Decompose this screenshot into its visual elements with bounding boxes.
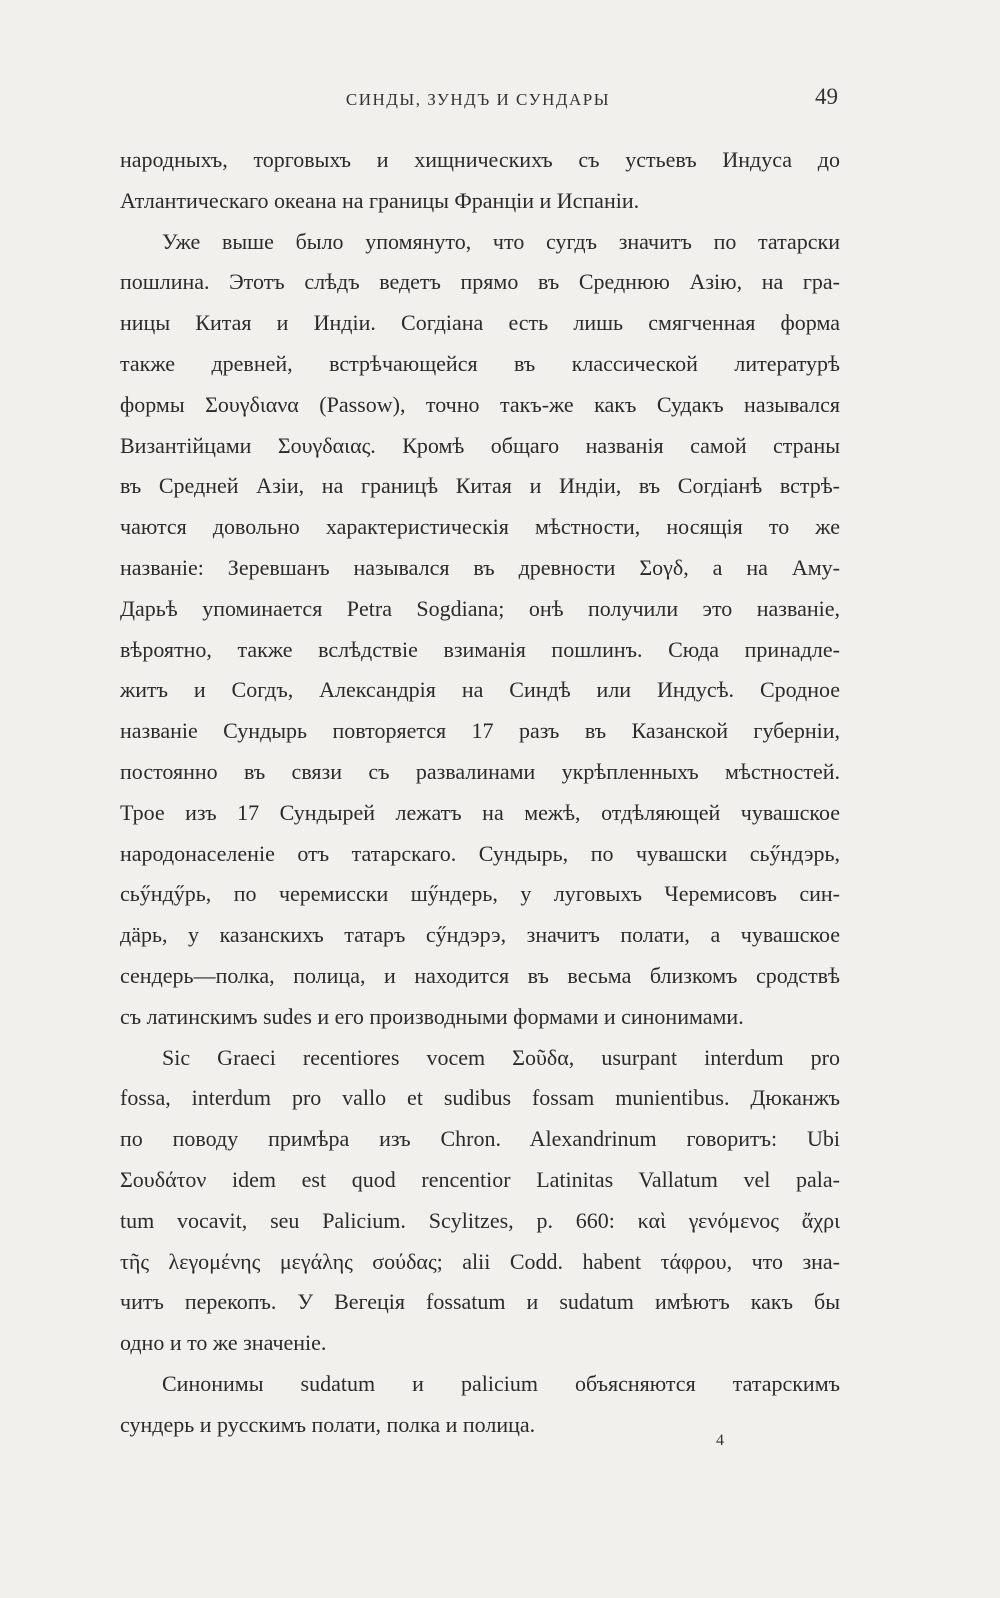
text-line: формы Σουγδιανα (Passow), точно такъ-же какъ Судакъ назывался xyxy=(120,391,840,417)
text-line: по поводу примѣра изъ Chron. Alexandrinum говоритъ: Ubi xyxy=(120,1126,840,1152)
text-line: чаются довольно характеристическія мѣстности, носящія то же xyxy=(120,514,840,540)
text-line: сьӳндӳрь, по черемисски шӳндерь, у луговыхъ Черемисовъ син- xyxy=(120,881,840,907)
text-line: Уже выше было упомянуто, что сугдъ значитъ по татарски xyxy=(162,228,840,254)
text-line: названіе: Зеревшанъ назывался въ древности Σογδ, а на Аму- xyxy=(120,554,840,580)
text-line: τῆς λεγομένης μεγάλης σούδας; alii Codd. habent τάφρου, что зна- xyxy=(120,1248,840,1274)
text-line: одно и то же значеніе. xyxy=(120,1330,327,1356)
text-line: постоянно въ связи съ развалинами укрѣпленныхъ мѣстностей. xyxy=(120,758,840,784)
text-line: Синонимы sudatum и palicium объясняются татарскимъ xyxy=(162,1370,840,1396)
text-line: читъ перекопъ. У Вегеція fossatum и sudatum имѣютъ какъ бы xyxy=(120,1289,840,1315)
text-line: народныхъ, торговыхъ и хищническихъ съ устьевъ Индуса до xyxy=(120,147,840,172)
text-line: названіе Сундырь повторяется 17 разъ въ Казанской губерніи, xyxy=(120,718,840,744)
text-line: Дарьѣ упоминается Petra Sogdiana; онѣ получили это названіе, xyxy=(120,595,840,621)
text-line: fossa, interdum pro vallo et sudibus fossam munientibus. Дюканжъ xyxy=(120,1085,840,1111)
running-head xyxy=(118,84,838,114)
page-number: 49 xyxy=(815,84,838,109)
signature-mark: 4 xyxy=(716,1432,724,1449)
text-line: Sic Graeci recentiores vocem Σοῦδα, usurpant interdum pro xyxy=(162,1044,840,1070)
text-line: ницы Китая и Индіи. Согдіана есть лишь смягченная форма xyxy=(120,310,840,336)
text-line: сендерь—полка, полица, и находится въ весьма близкомъ сродствѣ xyxy=(120,962,840,988)
text-line: сундерь и русскимъ полати, полка и полица. xyxy=(120,1411,536,1437)
text-line: пошлина. Этотъ слѣдъ ведетъ прямо въ Среднюю Азію, на гра- xyxy=(120,269,840,295)
text-line: также древней, встрѣчающейся въ классической литературѣ xyxy=(120,350,840,376)
text-line: Византійцами Σουγδαιας. Кромѣ общаго названія самой страны xyxy=(120,432,840,458)
running-title: СИНДЫ, ЗУНДЪ И СУНДАРЫ xyxy=(345,90,611,109)
text-line: Трое изъ 17 Сундырей лежатъ на межѣ, отдѣляющей чувашское xyxy=(120,799,840,825)
text-line: въ Средней Азіи, на границѣ Китая и Индіи, въ Согдіанѣ встрѣ- xyxy=(120,473,840,499)
text-line: tum vocavit, seu Palicium. Scylitzes, p. 660: καὶ γενόμενος ἄχρι xyxy=(120,1207,840,1233)
text-line: съ латинскимъ sudes и его производными формами и синонимами. xyxy=(120,1003,744,1029)
text-line: Σουδάτον idem est quod rencentior Latinitas Vallatum vel pala- xyxy=(120,1166,840,1192)
text-line: Атлантическаго океана на границы Франціи и Испаніи. xyxy=(120,187,640,213)
text-line: народонаселеніе отъ татарскаго. Сундырь, по чувашски сьӳндэрь, xyxy=(120,840,840,866)
body-text xyxy=(120,140,840,1446)
text-line: житъ и Согдъ, Александрія на Синдѣ или Индусѣ. Сродное xyxy=(120,677,840,703)
text-line: дäрь, у казанскихъ татаръ сӳндэрэ, значитъ полати, а чувашское xyxy=(120,922,840,948)
text-line: вѣроятно, также вслѣдствіе взиманія пошлинъ. Сюда принадле- xyxy=(120,636,840,662)
